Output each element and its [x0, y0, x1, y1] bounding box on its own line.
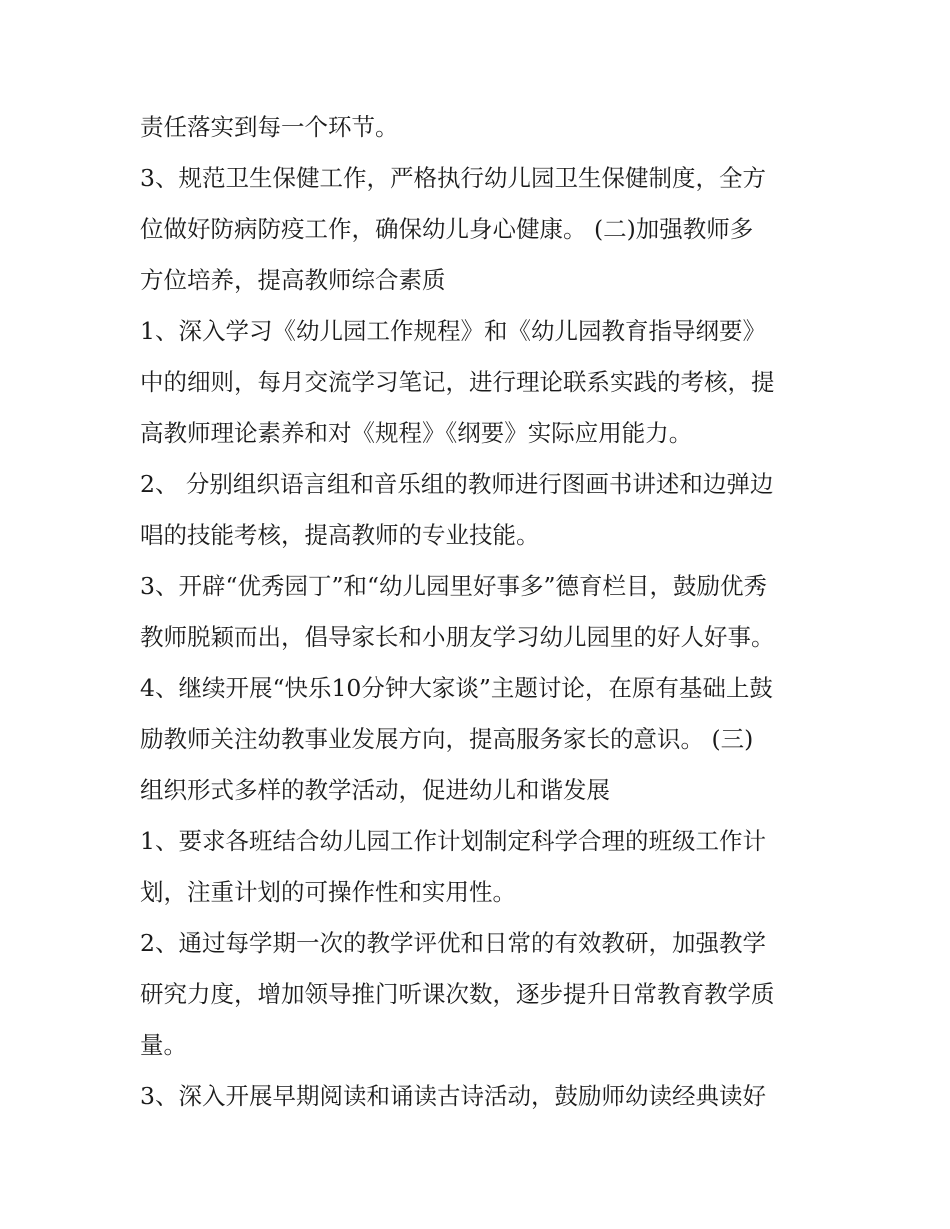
text-line: 3、开辟“优秀园丁”和“幼儿园里好事多”德育栏目，鼓励优秀	[140, 572, 768, 600]
text-line: 量。	[140, 1031, 187, 1059]
text-line: 励教师关注幼教事业发展方向，提高服务家长的意识。 (三)	[140, 725, 754, 753]
text-line: 方位培养，提高教师综合素质	[140, 266, 446, 294]
text-line: 2、通过每学期一次的教学评优和日常的有效教研，加强教学	[140, 929, 766, 957]
text-line: 位做好防病防疫工作，确保幼儿身心健康。 (二)加强教师多	[140, 215, 754, 243]
text-line: 唱的技能考核，提高教师的专业技能。	[140, 521, 540, 549]
text-line: 高教师理论素养和对《规程》《纲要》实际应用能力。	[140, 419, 693, 447]
text-line: 教师脱颖而出，倡导家长和小朋友学习幼儿园里的好人好事。	[140, 623, 775, 651]
text-line: 划，注重计划的可操作性和实用性。	[140, 878, 516, 906]
text-line: 责任落实到每一个环节。	[140, 113, 399, 141]
text-line: 2、 分别组织语言组和音乐组的教师进行图画书讲述和边弹边	[140, 470, 774, 498]
text-line: 1、深入学习《幼儿园工作规程》和《幼儿园教育指导纲要》	[140, 317, 766, 345]
text-line: 1、要求各班结合幼儿园工作计划制定科学合理的班级工作计	[140, 827, 766, 855]
text-line: 4、继续开展“快乐10分钟大家谈”主题讨论，在原有基础上鼓	[140, 674, 773, 702]
text-line: 研究力度，增加领导推门听课次数，逐步提升日常教育教学质	[140, 980, 775, 1008]
text-line: 中的细则，每月交流学习笔记，进行理论联系实践的考核，提	[140, 368, 775, 396]
text-line: 3、深入开展早期阅读和诵读古诗活动，鼓励师幼读经典读好	[140, 1082, 766, 1110]
text-line: 组织形式多样的教学活动，促进幼儿和谐发展	[140, 776, 610, 804]
text-line: 3、规范卫生保健工作，严格执行幼儿园卫生保健制度，全方	[140, 164, 766, 192]
